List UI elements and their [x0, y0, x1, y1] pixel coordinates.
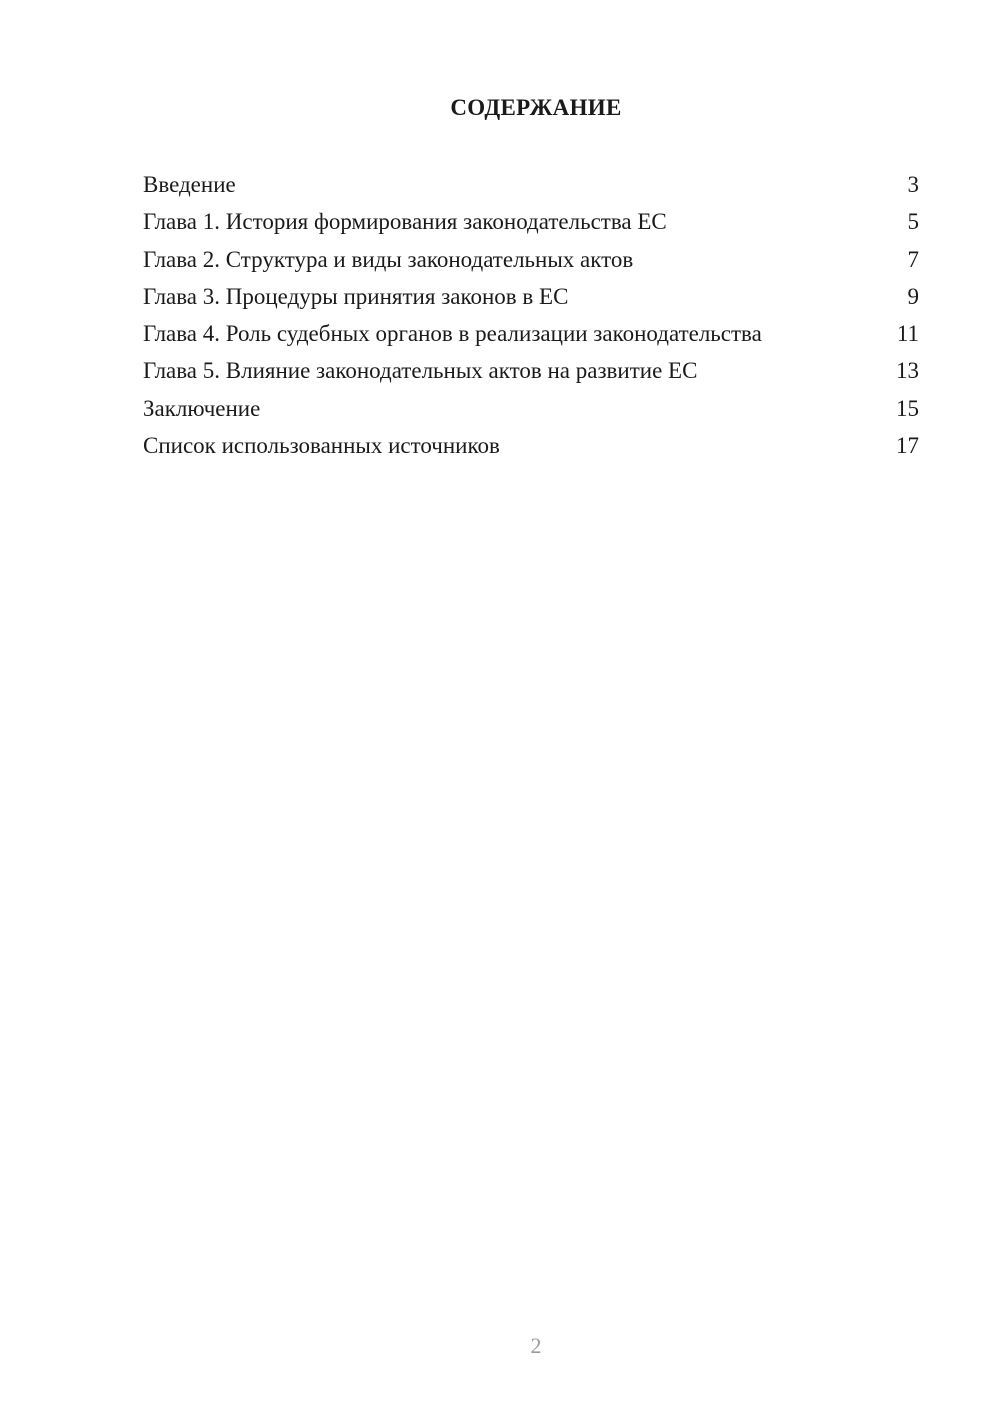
toc-entry-introduction	[143, 168, 919, 205]
toc-entry-page: 13	[896, 358, 919, 384]
toc-entry-chapter-4	[143, 317, 919, 354]
toc-entry-label: Заключение	[143, 395, 261, 421]
toc-entry-label: Глава 2. Структура и виды законодательных актов	[143, 246, 634, 272]
toc-entry-chapter-3	[143, 280, 919, 317]
page-title: СОДЕРЖАНИЕ	[450, 95, 622, 120]
toc-entry-page: 15	[896, 395, 919, 421]
toc-entry-conclusion	[143, 392, 919, 429]
toc-entry-label: Введение	[143, 172, 236, 197]
toc-entry-page: 9	[907, 283, 919, 309]
toc-entry-label: Глава 3. Процедуры принятия законов в ЕС	[143, 283, 569, 309]
page-number: 2	[530, 1333, 542, 1358]
toc-entry-page: 7	[907, 246, 919, 272]
toc-entry-chapter-2	[143, 243, 919, 280]
toc-entry-page: 5	[907, 209, 919, 235]
toc-entry-chapter-5	[143, 354, 919, 391]
toc-entry-chapter-1	[143, 205, 919, 242]
toc-entry-page: 11	[896, 321, 919, 347]
toc-entry-label: Глава 5. Влияние законодательных актов на развитие ЕС	[143, 358, 698, 384]
toc-entry-references	[143, 429, 919, 466]
table-of-contents	[143, 168, 919, 466]
toc-entry-label: Глава 1. История формирования законодательства ЕС	[143, 209, 667, 235]
toc-entry-label: Список использованных источников	[143, 433, 500, 459]
toc-entry-page: 17	[896, 433, 919, 459]
toc-entry-label: Глава 4. Роль судебных органов в реализации законодательства	[143, 321, 762, 347]
toc-entry-page: 3	[907, 172, 919, 197]
